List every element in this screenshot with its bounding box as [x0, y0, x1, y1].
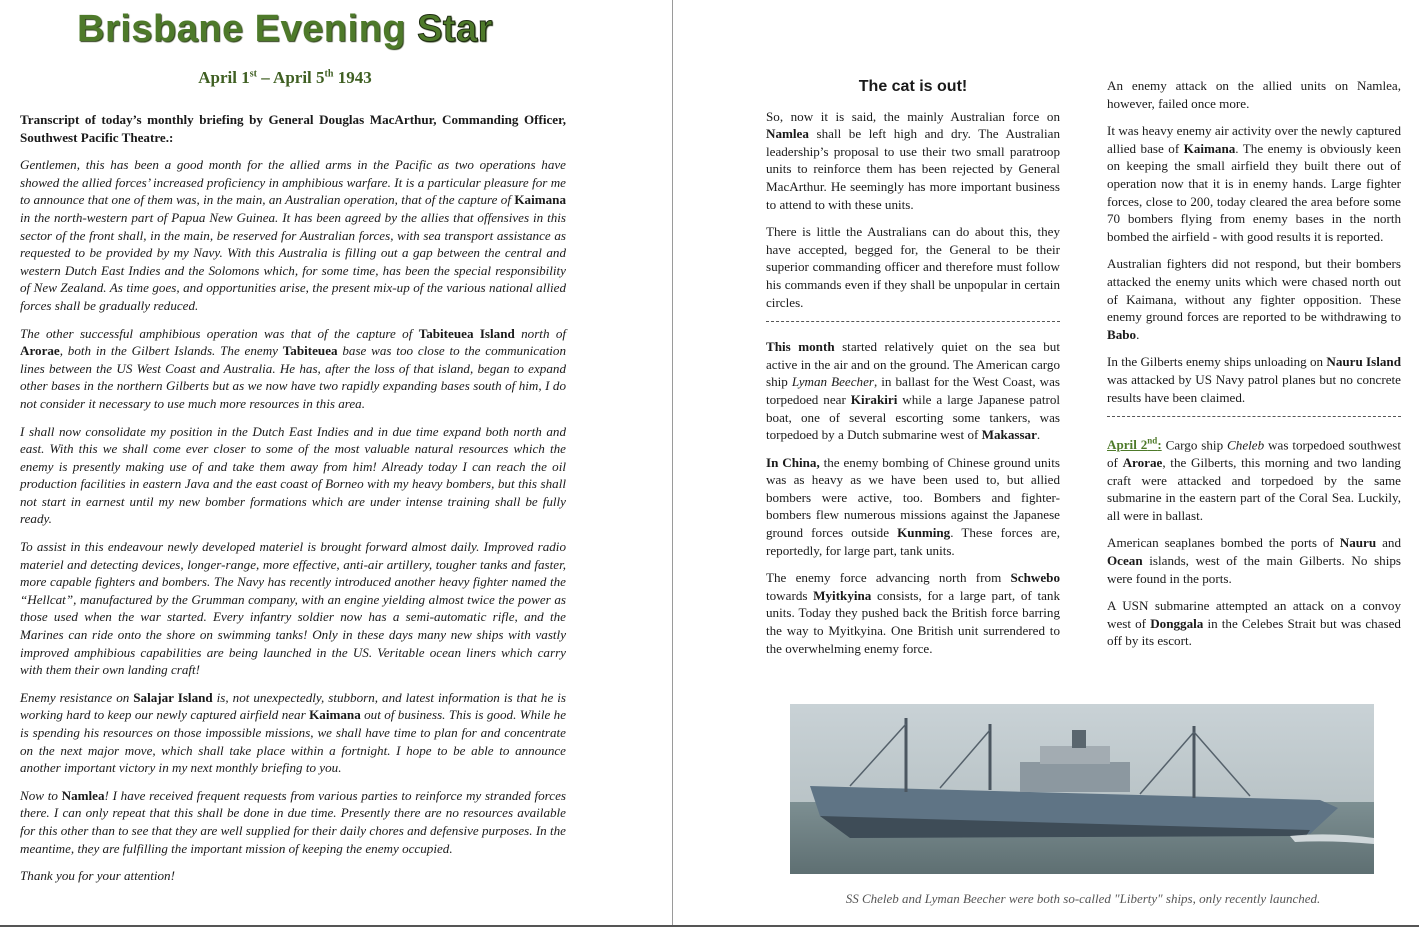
place-name: Ocean [1107, 553, 1143, 569]
text: islands, west of the main Gilberts. No ships were found in the ports. [1107, 553, 1401, 586]
right-paragraph-4 [1107, 353, 1401, 406]
funnel [1072, 730, 1086, 748]
text: A USN submarine attempted an attack on a convoy west of [1107, 598, 1401, 631]
place-name: Nauru Island [1326, 354, 1401, 370]
place-name: Kirakiri [850, 391, 898, 407]
cat-article-paragraph-2: There is little the Australians can do about this, they have accepted, begged for, the General to be their superior commanding officer and therefore must follow his commands even if they shall be unpopular in certain circles. [766, 224, 1060, 310]
left-page [0, 0, 672, 925]
middle-column [766, 76, 1060, 667]
text: Enemy resistance on [20, 689, 134, 705]
cat-article-headline: The cat is out! [858, 78, 968, 95]
text: consists, for a large part, of tank units. Today they pushed back the British force barring the way to Myitkyina. One British unit surrendered to the overwhelming enemy force. [766, 587, 1061, 656]
text: base was too close to the communication lines between the US West Coast and Australia. He has, after the loss of that island, began to expand other bases in the northern Gilberts but as we now have two rapidly expanding bases south of him, I do not consider it necessary to use much more resources in this area. [20, 343, 566, 411]
photo-caption: SS Cheleb and Lyman Beecher were both so-called "Liberty" ships, only recently launched. [845, 891, 1321, 906]
place-name: Namlea [61, 787, 105, 803]
text: . [1036, 427, 1041, 443]
date: April 2 [1107, 437, 1148, 453]
text: was torpedoed southwest of [1107, 437, 1401, 471]
right-paragraph-3 [1107, 255, 1401, 343]
colon: : [1157, 437, 1162, 453]
dateline-end: – April 5 [257, 68, 325, 87]
date-suffix: nd [1147, 436, 1158, 447]
place-name: Myitkyina [813, 587, 872, 603]
text: while a large Japanese patrol boat, one of several escorting some tankers, was torpedoed by a Dutch submarine west of [766, 391, 1061, 443]
cat-article-paragraph-1 [766, 108, 1060, 214]
masthead-title-star: Star [417, 8, 493, 50]
place-name: Tabiteuea [282, 343, 338, 359]
text: Cargo ship [1161, 437, 1228, 453]
place-name: Kunming [897, 525, 951, 541]
text: in the north-western part of Papua New Guinea. It has been agreed by the allies that offensives in this sector of the front shall, in the main, be reserved for Australian forces, with sea transport assistance as requested to be provided by my Navy. With this Australia is filling out a gap between the central and western Dutch East Indies and the Solomons which, for some time, has been the special responsibility of New Zealand. As time goes, and opportunities arise, the present mix-up of the various national allied forces shall be gradually reduced. [20, 209, 566, 313]
place-name: Kaimana [514, 192, 566, 208]
month-report-paragraph-3 [766, 569, 1060, 657]
briefing-intro: Transcript of today’s monthly briefing by General Douglas MacArthur, Commanding Officer, Southwest Pacific Theatre.: [20, 112, 566, 145]
briefing-paragraph-1 [20, 156, 566, 314]
text: . These forces are, reportedly, for large part, tank units. [766, 525, 1060, 558]
dateline-year: 1943 [333, 68, 372, 87]
month-report-paragraph-1 [766, 338, 1060, 444]
place-name: Schwebo [1010, 570, 1060, 586]
issue-dateline [0, 68, 570, 88]
right-paragraph-1: An enemy attack on the allied units on Namlea, however, failed once more. [1107, 78, 1401, 111]
masthead-title [0, 8, 570, 51]
text: Australian fighters did not respond, but their bombers attacked the enemy units which were chased north out of Kaimana, without any fighter opposition. These enemy ground forces are reported to be withdrawing to [1107, 256, 1401, 325]
briefing-paragraph-2 [20, 325, 566, 413]
dateline-end-suffix: th [324, 68, 334, 80]
text: was attacked by US Navy patrol planes but no concrete results have been claimed. [1107, 371, 1401, 405]
briefing-paragraph-5 [20, 689, 566, 777]
text: , in ballast for the West Coast, was torpedoed near [766, 374, 1060, 407]
right-paragraph-2 [1107, 122, 1401, 245]
text: is, not unexpectedly, stubborn, and latest information is that he is working hard to keep our newly captured airfield near [20, 689, 566, 723]
place-name: Donggala [1150, 615, 1204, 631]
text: in the Celebes Strait but was chased off by its escort. [1107, 615, 1401, 649]
text: The enemy force advancing north from [766, 570, 1011, 586]
section-separator [1107, 416, 1401, 417]
right-paragraph-7 [1107, 597, 1401, 650]
text: Gentlemen, this has been a good month for the allied arms in the Pacific as two operations have showed the allied forces’ increased proficiency in amphibious warfare. It is a particular pleasure for me to announce that one of them was, in the main, an Australian operation, that of the capture of [20, 157, 566, 208]
month-report-paragraph-2 [766, 454, 1060, 560]
place-name: Tabiteuea Island [418, 325, 515, 341]
liberty-ship-photo [790, 704, 1374, 874]
text: towards [766, 587, 814, 603]
right-paragraph-6 [1107, 534, 1401, 587]
masthead-title-main: Brisbane Evening [77, 8, 406, 50]
lead-in: In China, [766, 454, 820, 470]
place-name: Arorae [20, 343, 60, 359]
text: the enemy bombing of Chinese ground units was as heavy as we have been used to, but allied bombers were active, too. Bombers and fighter-bombers flew numerous missions against the Japanese ground forces outside [766, 454, 1060, 541]
april-2-report [1107, 433, 1401, 524]
text: out of business. This is good. While he is spending his resources on those impossible missions, we shall have time to plan for and concentrate on the next major move, which shall take place within a fortnight. I hope to be able to announce another important victory in my next monthly briefing to you. [20, 707, 566, 776]
text: ! I have received frequent requests from various parties to reinforce my stranded forces there. I can only repeat that this shall be done in due time. Presently there are no resources available for this other than to see that they are well supplied for their daily chores and defensive purposes. In the meantime, they are fulfilling the important mission of keeping the enemy occupied. [20, 787, 566, 856]
ship-name: Cheleb [1227, 437, 1265, 453]
place-name: Kaimana [309, 707, 361, 723]
text: , both in the Gilbert Islands. The enemy [59, 343, 283, 359]
section-separator [766, 321, 1060, 322]
text: and [1376, 535, 1401, 551]
briefing-paragraph-4: To assist in this endeavour newly developed materiel is brought forward almost daily. Improved radio materiel and detecting devices, longer-range, more effective, anti-air artillery, tougher tanks and faster, more capable fighters and bombers. The Navy has recently introduced another heavy fighter named the “Hellcat”, manufactured by the Grumman company, with an engine yielding almost twice the power as those used when the war started. Every infantry soldier now has a semi-automatic rifle, and the Marines can ride onto the shore on swimming tanks! Only in these days many new ships with vastly improved amphibious capabilities are being launched in the US. Veritable ocean liners which carry with them their own landing craft! [20, 539, 566, 678]
briefing-article [20, 111, 566, 895]
right-page [676, 0, 1419, 925]
place-name: Makassar [981, 427, 1037, 443]
lead-in: This month [766, 339, 835, 355]
text: shall be left high and dry. The Australian leadership’s proposal to use their two small paratroop units to reinforce them has been rejected by General MacArthur. He seemingly has more important business to attend to with these units. [766, 126, 1060, 212]
text: It was heavy enemy air activity over the newly captured allied base of [1107, 123, 1401, 156]
ship-name: Lyman Beecher [791, 374, 874, 390]
text: Now to [20, 787, 62, 803]
briefing-closing: Thank you for your attention! [20, 868, 175, 884]
briefing-paragraph-6 [20, 787, 566, 857]
bridge [1040, 746, 1110, 764]
text: . [1136, 326, 1140, 342]
text: , the Gilberts, this morning and two landing craft were attacked and torpedoed by the same submarine in the eastern part of the Coral Sea. Luckily, all were in ballast. [1107, 455, 1401, 523]
text: So, now it is said, the mainly Australian force on [766, 108, 1060, 124]
place-name: Arorae [1122, 455, 1163, 471]
superstructure [1020, 762, 1130, 792]
dateline-start: April 1 [198, 68, 250, 87]
briefing-paragraph-3: I shall now consolidate my position in the Dutch East Indies and in due time expand both north and east. With this we shall come ever closer to some of the most valuable natural resources which the enemy is presently making use of and take them away from him! Already today I can reach the oil production facilities in eastern Java and the east coast of Borneo with my heavy bombers, but this shall not start in earnest until my new bomber formations which are under intense training shall be fully ready. [20, 423, 566, 527]
text: In the Gilberts enemy ships unloading on [1107, 354, 1327, 370]
text: The other successful amphibious operation was that of the capture of [20, 325, 419, 341]
dateline-start-suffix: st [249, 68, 257, 80]
text: started relatively quiet on the sea but active in the air and on the ground. The American cargo ship [766, 339, 1060, 390]
place-name: Nauru [1339, 535, 1377, 551]
april-2-dateline [1107, 437, 1162, 452]
page-divider [672, 0, 673, 927]
place-name: Babo [1107, 326, 1137, 342]
text: . The enemy is obviously keen on keeping the small airfield they built there out of operation now that it is in enemy hands. Large fighter forces, close to 200, today cleared the area before some 70 bombers flying from enemy bases in the north bombed the airfield - with good results it is reported. [1107, 140, 1401, 244]
place-name: Namlea [766, 126, 809, 142]
text: American seaplanes bombed the ports of [1107, 535, 1340, 551]
place-name: Kaimana [1183, 140, 1236, 156]
text: north of [514, 325, 567, 341]
place-name: Salajar Island [133, 689, 213, 705]
right-column [1107, 77, 1401, 660]
